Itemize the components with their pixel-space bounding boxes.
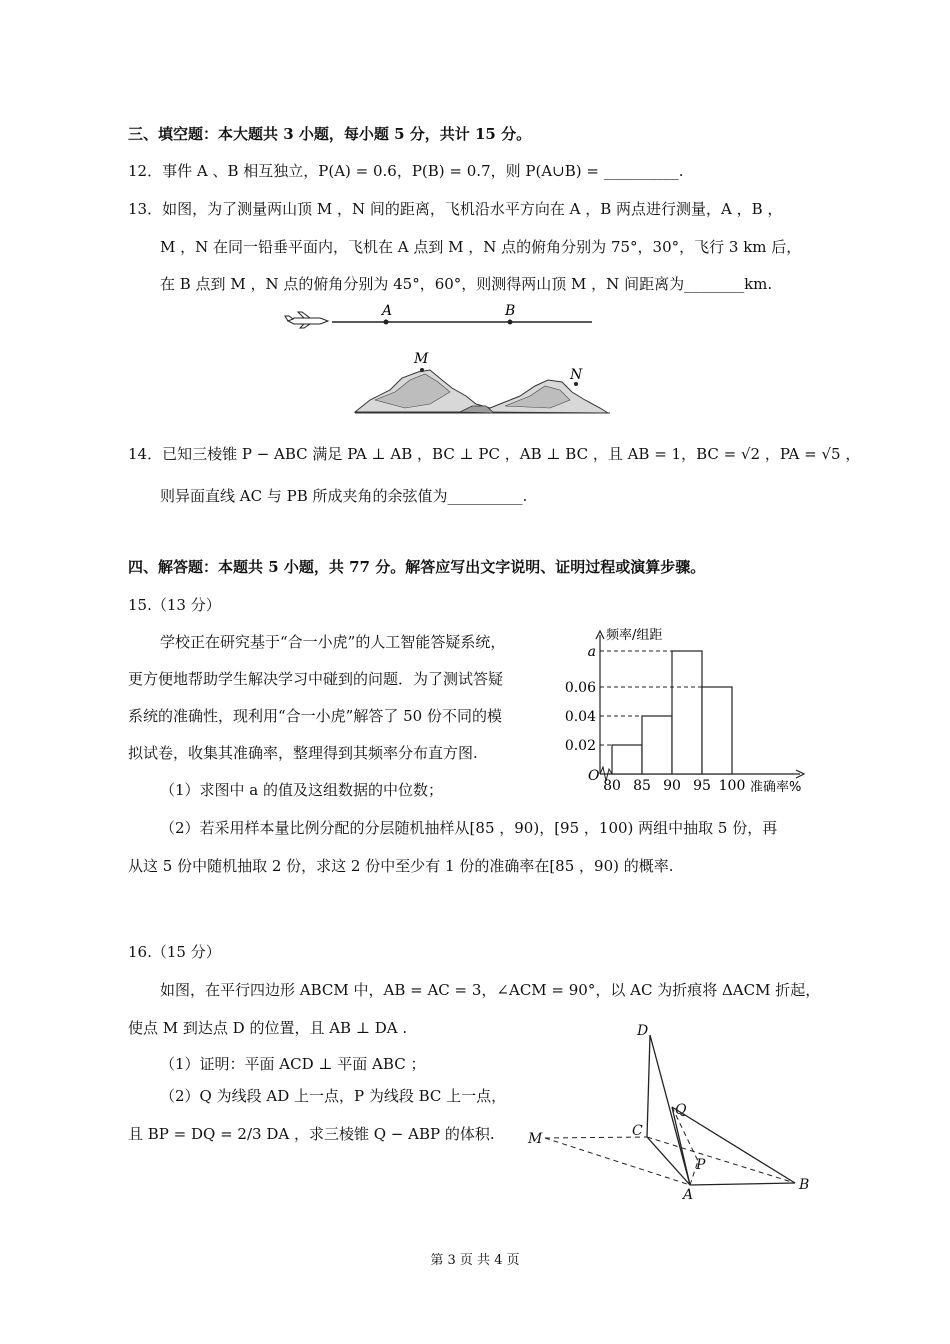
question-15-part-2-line-1: （2）若采用样本量比例分配的分层随机抽样从[85 ，90)，[95 ，100) 两组中抽取 5 份，再 <box>160 819 778 837</box>
question-13-line-1: 13．如图，为了测量两山顶 M ，N 间的距离，飞机沿水平方向在 A ，B 两点进行测量，A ，B ， <box>128 200 783 218</box>
question-15-part-1: （1）求图中 a 的值及这组数据的中位数； <box>160 781 444 799</box>
question-16-part-2-line-1: （2）Q 为线段 AD 上一点，P 为线段 BC 上一点， <box>160 1087 507 1105</box>
x-tick-label: 80 <box>603 778 621 794</box>
question-16-head: 16.（15 分） <box>128 943 221 961</box>
y-tick-label: 0.02 <box>564 738 596 754</box>
histogram-bar <box>642 716 672 774</box>
question-15-part-2-line-2: 从这 5 份中随机抽取 2 份，求这 2 份中至少有 1 份的准确率在[85 ，90) 的概率. <box>128 857 674 875</box>
histogram-bar <box>612 745 642 774</box>
vertex-b-label: B <box>799 1177 810 1193</box>
point-a-label: A <box>382 303 393 319</box>
y-axis-label: 频率/组距 <box>606 628 663 643</box>
question-12: 12．事件 A 、B 相互独立，P(A) = 0.6，P(B) = 0.7，则 P(A∪B) = __________. <box>128 162 684 180</box>
question-16-body-1: 如图，在平行四边形 ABCM 中，AB = AC = 3，∠ACM = 90°，以 AC 为折痕将 ΔACM 折起， <box>160 981 821 999</box>
peak-m-label: M <box>414 351 429 367</box>
question-15-body-1: 学校正在研究基于“合一小虎”的人工智能答疑系统， <box>160 633 506 651</box>
point-b-dot <box>508 320 513 325</box>
pyramid-figure <box>520 1015 820 1200</box>
question-14-line-2: 则异面直线 AC 与 PB 所成夹角的余弦值为__________. <box>160 487 528 505</box>
x-tick-label: 100 <box>718 778 746 794</box>
question-15-head: 15.（13 分） <box>128 596 221 614</box>
peak-n-label: N <box>570 367 583 383</box>
vertex-a-label: A <box>683 1187 694 1200</box>
frequency-histogram <box>560 625 830 800</box>
page-footer: 第 3 页 共 4 页 <box>430 1253 520 1268</box>
x-axis-label: 准确率% <box>750 780 802 795</box>
question-16-part-2-line-2: 且 BP = DQ = 2/3 DA ，求三棱锥 Q − ABP 的体积. <box>128 1125 495 1143</box>
histogram-bar <box>672 651 702 774</box>
point-b-label: B <box>505 303 516 319</box>
question-16-part-1: （1）证明：平面 ACD ⊥ 平面 ABC ； <box>160 1055 426 1073</box>
x-tick-label: 85 <box>633 778 651 794</box>
mountain-figure <box>280 300 620 425</box>
x-tick-label: 95 <box>693 778 711 794</box>
question-14-line-1: 14．已知三棱锥 P − ABC 满足 PA ⊥ AB ，BC ⊥ PC ，AB ⊥ BC ，且 AB = 1，BC = √2 ，PA = √5 ， <box>128 445 861 463</box>
y-tick-label: 0.06 <box>564 680 596 696</box>
vertex-q-label: Q <box>675 1102 687 1118</box>
section4-header: 四、解答题：本题共 5 小题，共 77 分。解答应写出文字说明、证明过程或演算步骤。 <box>128 558 706 576</box>
y-tick-label: 0.04 <box>564 709 596 725</box>
airplane-icon <box>285 312 328 328</box>
question-13-line-2: M ，N 在同一铅垂平面内，飞机在 A 点到 M ，N 点的俯角分别为 75°，30°，飞行 3 km 后， <box>160 238 802 256</box>
peak-m-dot <box>420 368 424 372</box>
y-tick-label: a <box>587 644 596 660</box>
question-13-line-3: 在 B 点到 M ，N 点的俯角分别为 45°，60°，则测得两山顶 M ，N 间距离为________km. <box>160 275 773 293</box>
question-15-body-2: 更方便地帮助学生解决学习中碰到的问题．为了测试答疑 <box>128 670 504 688</box>
x-tick-label: 90 <box>663 778 681 794</box>
origin-label: O <box>588 768 600 784</box>
vertex-p-label: P <box>696 1157 706 1173</box>
vertex-d-label: D <box>637 1023 649 1039</box>
histogram-bar <box>702 687 732 774</box>
vertex-c-label: C <box>632 1123 643 1139</box>
question-15-body-3: 系统的准确性，现利用“合一小虎”解答了 50 份不同的模 <box>128 707 502 725</box>
vertex-m-label: M <box>528 1131 543 1147</box>
question-16-body-2: 使点 M 到达点 D 的位置，且 AB ⊥ DA . <box>128 1019 408 1037</box>
question-15-body-4: 拟试卷，收集其准确率，整理得到其频率分布直方图. <box>128 744 478 762</box>
section3-header: 三、填空题：本大题共 3 小题，每小题 5 分，共计 15 分。 <box>128 125 532 143</box>
point-a-dot <box>384 320 389 325</box>
